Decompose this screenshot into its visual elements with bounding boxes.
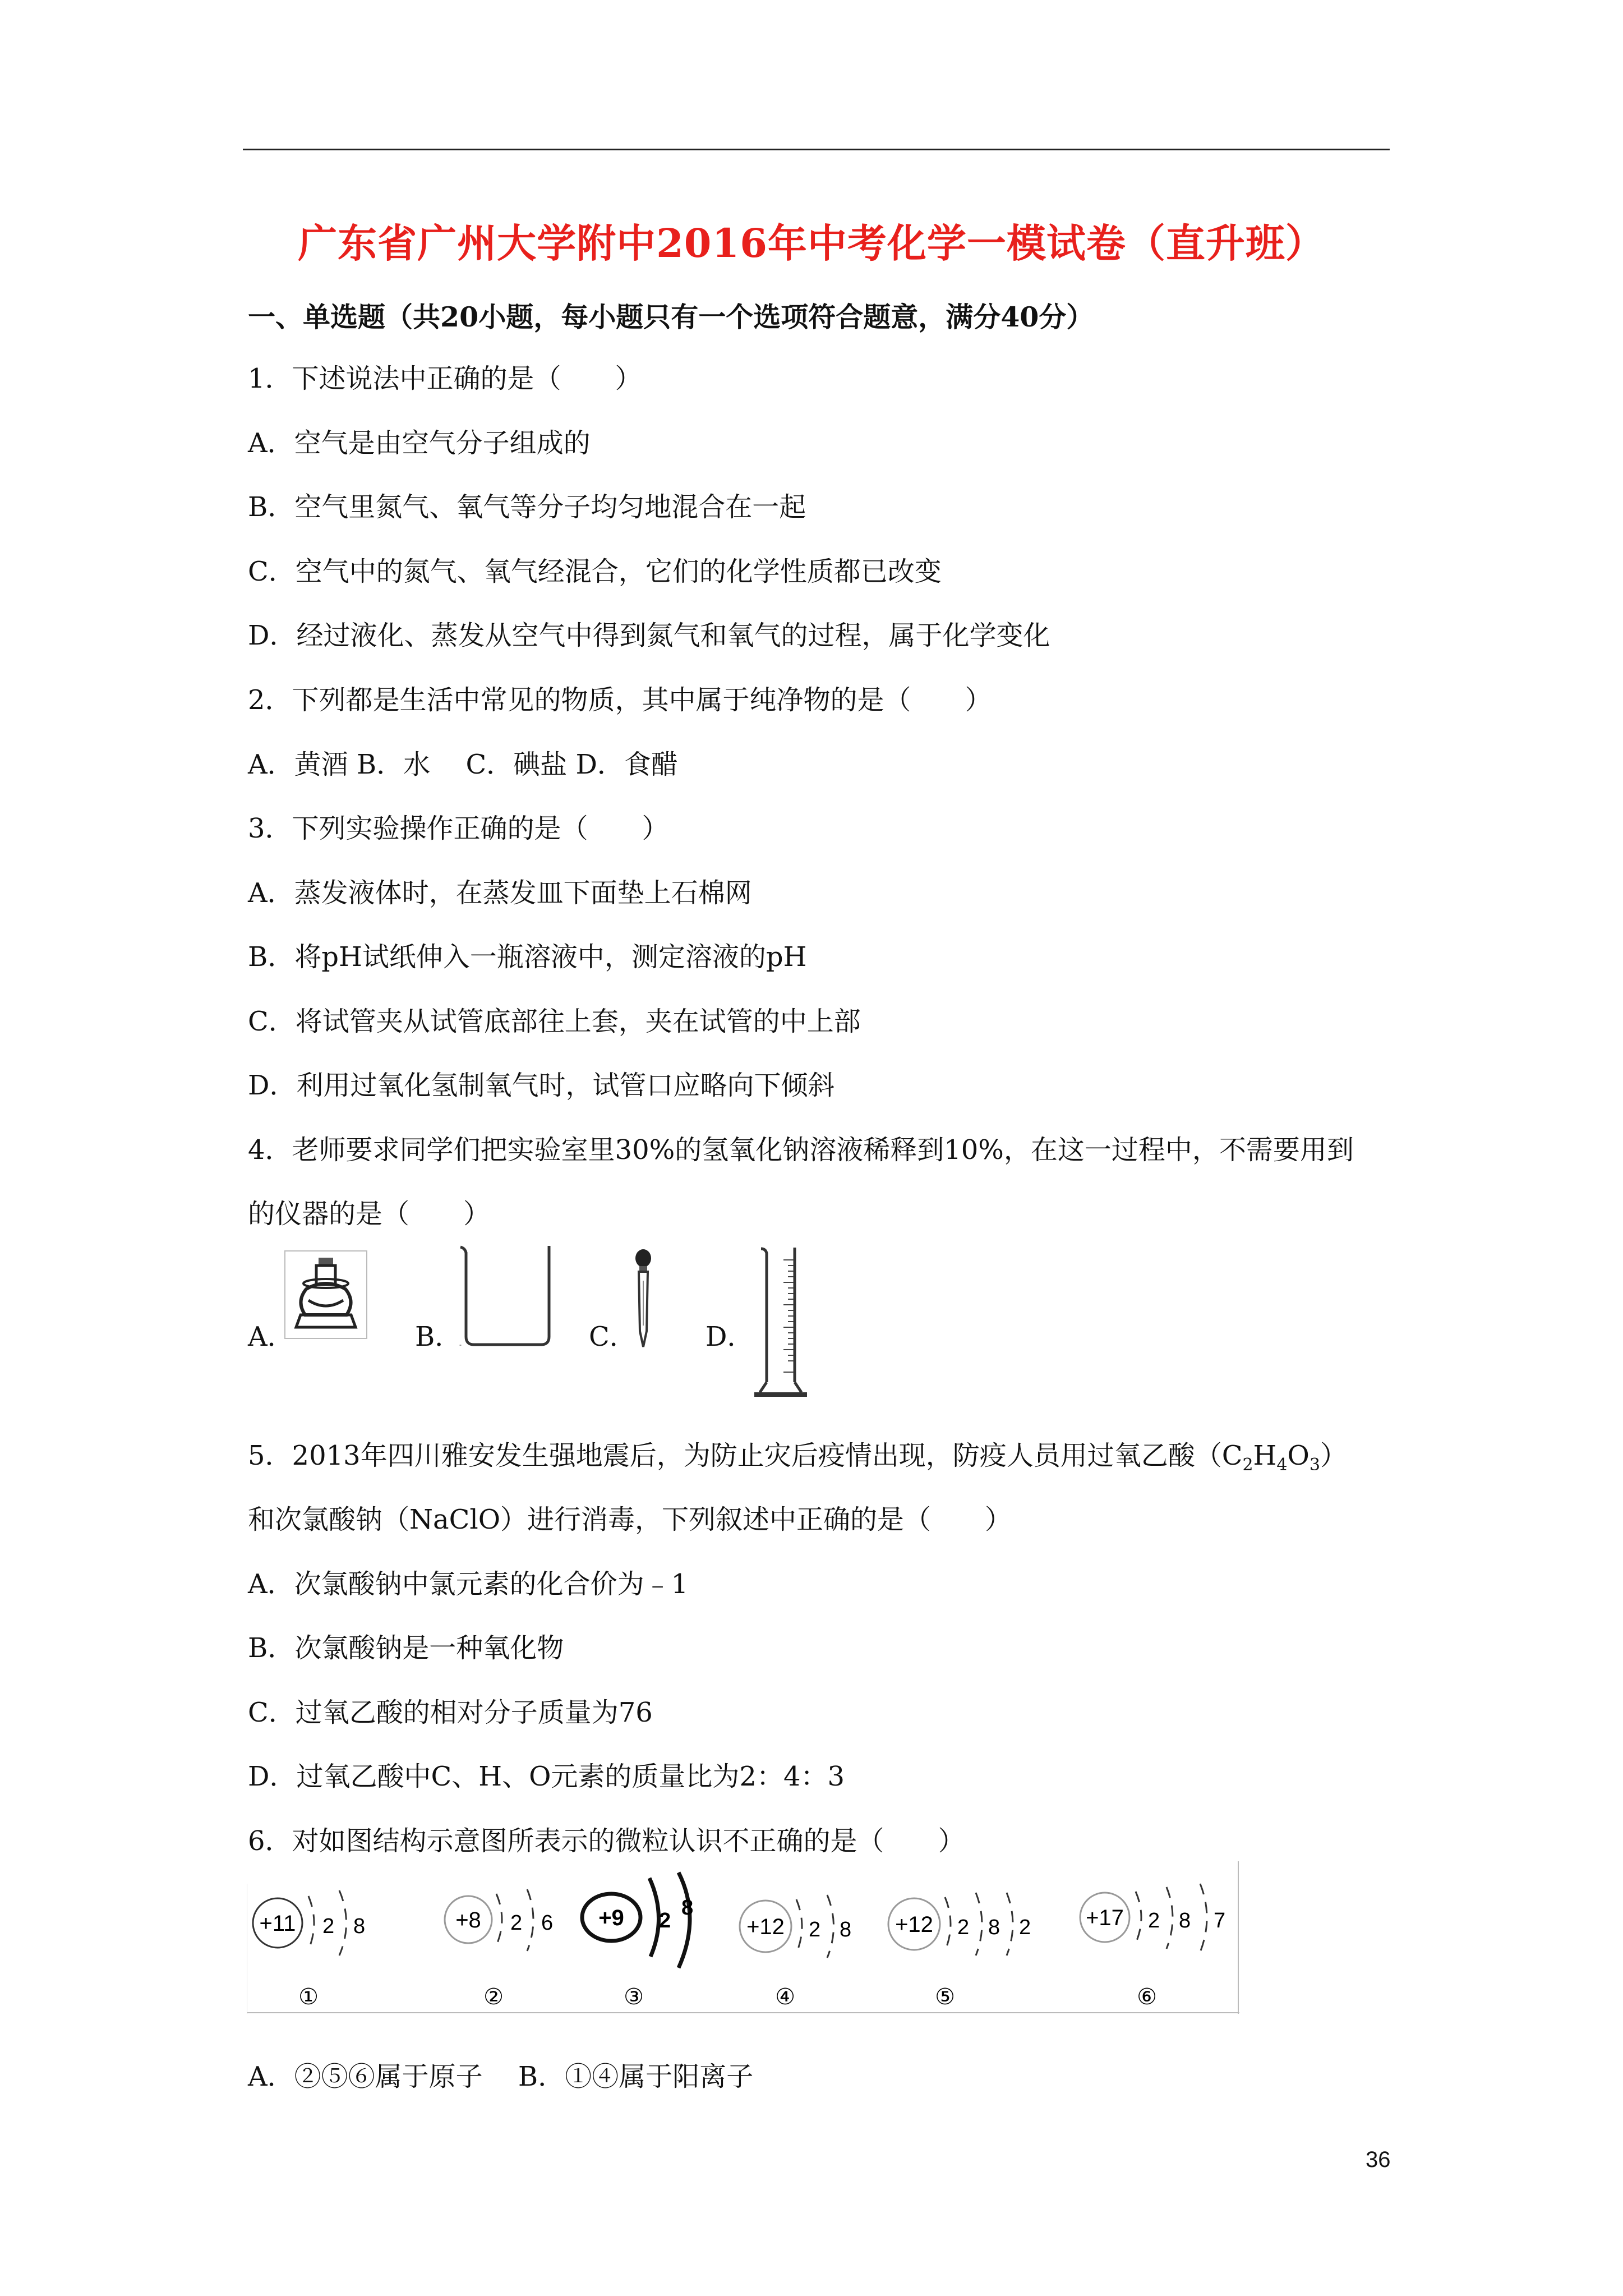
shell-6-1: 2 (1148, 1909, 1160, 1932)
nucleus-5: +12 (895, 1912, 933, 1937)
formula-part: ） (1320, 1440, 1347, 1471)
shell-5-2: 8 (988, 1916, 1000, 1939)
beaker-icon (457, 1241, 558, 1348)
q5-option-d: D．过氧乙酸中C、H、O元素的质量比为2：4：3 (248, 1761, 845, 1792)
q5-option-c: C．过氧乙酸的相对分子质量为76 (248, 1697, 653, 1728)
q4-stem-line2: 的仪器的是（ ） (248, 1198, 491, 1230)
nucleus-3: +9 (598, 1906, 624, 1930)
subscript: 2 (1242, 1455, 1253, 1475)
shell-5-1: 2 (957, 1916, 970, 1939)
shell-1-2: 8 (353, 1915, 366, 1938)
subscript: 4 (1276, 1455, 1288, 1475)
atom-5 (888, 1893, 1031, 2010)
shell-4-2: 8 (840, 1918, 852, 1941)
atom-label-2: ② (483, 1984, 504, 2010)
q5-text: 5．2013年四川雅安发生强地震后，为防止灾后疫情出现，防疫人员用过氧乙酸（C (248, 1440, 1243, 1471)
shell-2-2: 6 (541, 1911, 554, 1935)
nucleus-1: +11 (259, 1911, 296, 1936)
q6-stem: 6．对如图结构示意图所表示的微粒认识不正确的是（ ） (248, 1825, 965, 1857)
shell-4-1: 2 (809, 1918, 821, 1941)
nucleus-4: +12 (746, 1915, 785, 1939)
shell-1-1: 2 (322, 1915, 335, 1938)
atom-2 (445, 1889, 553, 2010)
graduated-cylinder-icon (749, 1243, 810, 1400)
atom-structure-diagram (247, 1861, 1239, 2014)
q5-option-a: A．次氯酸钠中氯元素的化合价为﹣1 (248, 1568, 689, 1600)
page-number: 36 (1366, 2147, 1391, 2172)
page-title: 广东省广州大学附中2016年中考化学一模试卷（直升班） (298, 220, 1325, 266)
dropper-icon (629, 1247, 657, 1351)
q3-option-d: D．利用过氧化氢制氧气时，试管口应略向下倾斜 (248, 1070, 835, 1101)
shell-5-3: 2 (1019, 1916, 1031, 1939)
q6-options: A．②⑤⑥属于原子 B．①④属于阳离子 (248, 2061, 754, 2092)
alcohol-lamp-icon (284, 1250, 368, 1340)
q3-option-c: C．将试管夹从试管底部往上套，夹在试管的中上部 (248, 1006, 861, 1037)
q2-options: A．黄酒 B．水 C．碘盐 D．食醋 (248, 749, 678, 780)
q4-label-d: D． (706, 1321, 754, 1352)
q4-label-a: A． (248, 1321, 294, 1352)
shell-6-3: 7 (1214, 1909, 1226, 1932)
q3-option-b: B．将pH试纸伸入一瓶溶液中，测定溶液的pH (248, 941, 807, 973)
q4-stem-line1: 4．老师要求同学们把实验室里30%的氢氧化钠溶液稀释到10%，在这一过程中，不需要用到 (248, 1134, 1354, 1166)
q1-option-b: B．空气里氮气、氧气等分子均匀地混合在一起 (248, 491, 806, 523)
shell-3-2: 8 (681, 1896, 694, 1920)
formula-part: H (1253, 1440, 1277, 1471)
shell-2-1: 2 (510, 1911, 523, 1935)
header-rule (243, 149, 1390, 150)
q2-stem: 2．下列都是生活中常见的物质，其中属于纯净物的是（ ） (248, 684, 992, 716)
q4-label-b: B． (415, 1321, 462, 1352)
atom-6 (1080, 1884, 1225, 2010)
atom-4 (740, 1895, 851, 2010)
shell-6-2: 8 (1179, 1909, 1191, 1932)
q1-option-a: A．空气是由空气分子组成的 (248, 427, 591, 459)
q1-stem: 1．下述说法中正确的是（ ） (248, 363, 642, 394)
q1-option-d: D．经过液化、蒸发从空气中得到氮气和氧气的过程，属于化学变化 (248, 620, 1050, 651)
atom-label-1: ① (298, 1984, 319, 2010)
shell-3-1: 2 (659, 1909, 671, 1932)
atom-1 (253, 1890, 365, 2010)
q3-option-a: A．蒸发液体时，在蒸发皿下面垫上石棉网 (248, 877, 752, 909)
atom-label-6: ⑥ (1137, 1984, 1157, 2010)
atom-label-5: ⑤ (935, 1984, 955, 2010)
q5-stem-line1 (248, 1439, 1347, 1482)
atom-label-4: ④ (775, 1984, 795, 2010)
nucleus-6: +17 (1086, 1906, 1124, 1930)
atom-label-3: ③ (624, 1984, 644, 2010)
q5-stem-line2: 和次氯酸钠（NaClO）进行消毒，下列叙述中正确的是（ ） (248, 1504, 1012, 1535)
subscript: 3 (1309, 1455, 1320, 1475)
q1-option-c: C．空气中的氮气、氧气经混合，它们的化学性质都已改变 (248, 556, 942, 587)
q4-label-c: C． (589, 1321, 637, 1352)
q5-option-b: B．次氯酸钠是一种氧化物 (248, 1632, 564, 1664)
nucleus-2: +8 (455, 1908, 481, 1932)
q3-stem: 3．下列实验操作正确的是（ ） (248, 813, 669, 844)
atom-3 (582, 1872, 693, 2010)
formula-part: O (1287, 1440, 1310, 1471)
section-heading: 一、单选题（共20小题，每小题只有一个选项符合题意，满分40分） (248, 301, 1094, 333)
